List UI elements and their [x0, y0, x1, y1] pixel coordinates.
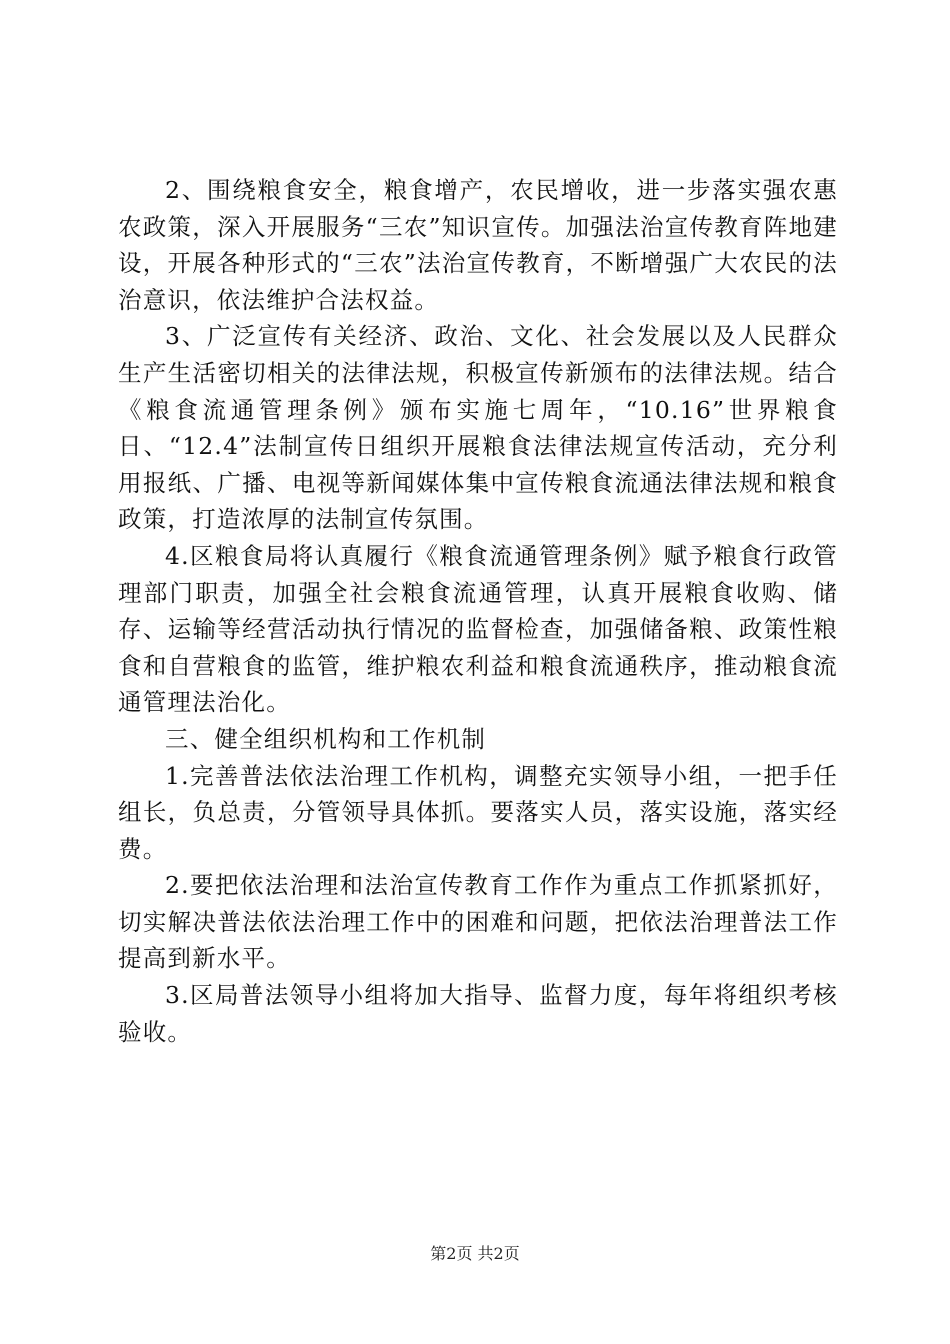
paragraph-org-1: 1.完善普法依法治理工作机构，调整充实领导小组，一把手任组长，负总责，分管领导具体抓。要落实人员，落实设施，落实经费。	[118, 761, 838, 863]
document-body	[118, 172, 838, 1050]
page-footer: 第2页 共2页	[430, 1244, 520, 1263]
paragraph-item-2: 2、围绕粮食安全，粮食增产，农民增收，进一步落实强农惠农政策，深入开展服务“三农”知识宣传。加强法治宣传教育阵地建设，开展各种形式的“三农”法治宣传教育，不断增强广大农民的法治意识，依法维护合法权益。	[118, 176, 838, 314]
paragraph-org-3: 3.区局普法领导小组将加大指导、监督力度，每年将组织考核验收。	[118, 981, 838, 1046]
section-heading-organization: 三、健全组织机构和工作机制	[165, 724, 487, 753]
paragraph-org-2: 2.要把依法治理和法治宣传教育工作作为重点工作抓紧抓好，切实解决普法依法治理工作中的困难和问题，把依法治理普法工作提高到新水平。	[118, 871, 838, 973]
paragraph-item-3: 3、广泛宣传有关经济、政治、文化、社会发展以及人民群众生产生活密切相关的法律法规，积极宣传新颁布的法律法规。结合《粮食流通管理条例》颁布实施七周年，“10.16”世界粮食日、“12.4”法制宣传日组织开展粮食法律法规宣传活动，充分利用报纸、广播、电视等新闻媒体集中宣传粮食流通法律法规和粮食政策，打造浓厚的法制宣传氛围。	[118, 322, 838, 534]
paragraph-item-4: 4.区粮食局将认真履行《粮食流通管理条例》赋予粮食行政管理部门职责，加强全社会粮食流通管理，认真开展粮食收购、储存、运输等经营活动执行情况的监督检查，加强储备粮、政策性粮食和自营粮食的监管，维护粮农利益和粮食流通秩序，推动粮食流通管理法治化。	[118, 541, 838, 717]
